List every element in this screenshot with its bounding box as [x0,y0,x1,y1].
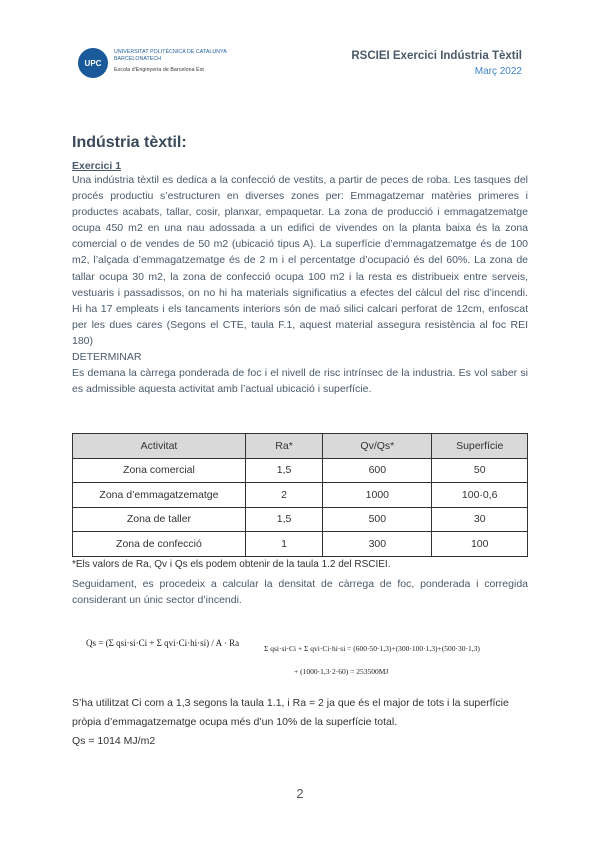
cell-surface: 100 [432,532,528,557]
formula-general [86,638,239,648]
logo-line-barcelonatech: BARCELONATECH [114,56,162,62]
cell-surface: 100·0,6 [432,483,528,508]
formula-substitution-line1: Σ qsi·si·Ci + Σ qvi·Ci·hi·si = (600·50·1,3)+(300·100·1,3)+(500·30·1,3) [264,644,480,653]
after-table-text [72,558,528,608]
formula-substitution [264,644,480,676]
table-row [73,458,528,483]
conclusion-text: S’ha utilitzat Ci com a 1,3 segons la taula 1.1, i Ra = 2 ja que és el major de tots i la superfície pròpia d’emmagatzematge ocupa més d’un 10% de la superfície total. [72,697,509,728]
cell-qv-qs: 600 [323,458,432,483]
cell-surface: 30 [432,507,528,532]
page-header [78,46,522,82]
col-qv-qs: Qv/Qs* [323,434,432,459]
conclusion [72,694,528,751]
col-superficie: Superfície [432,434,528,459]
formula-general-text: Qs = (Σ qsi·si·Ci + Σ qvi·Ci·hi·si) / A · Ra [86,638,240,648]
exercise-title: Exercici 1 [72,160,122,172]
cell-qv-qs: 300 [323,532,432,557]
determinar-label: DETERMINAR [72,351,142,364]
activity-table [72,433,528,557]
upc-logo: UPC [78,48,108,78]
cell-surface: 50 [432,458,528,483]
cell-activity: Zona de taller [73,507,246,532]
table-row [73,483,528,508]
page-heading: Indústria tèxtil: [72,134,187,151]
cell-ra: 1,5 [245,507,322,532]
col-activitat: Activitat [73,434,246,459]
table-row [73,532,528,557]
table-row [73,507,528,532]
cell-ra: 1,5 [245,458,322,483]
cell-qv-qs: 1000 [323,483,432,508]
col-ra: Ra* [245,434,322,459]
table-header-row [73,434,528,459]
cell-activity: Zona de confecció [73,532,246,557]
page-number: 2 [296,786,304,801]
formula-substitution-line2: + (1000·1,3·2·60) = 253500MJ [294,667,389,676]
exercise-statement: Una indústria tèxtil es dedica a la confecció de vestits, a partir de peces de roba. Les tasques del procés productiu s’estructuren en diverses zones per: Emmagatzemar matèries primeres i productes acabats, tallar, cosir, planxar, empaquetar. La zona de producció i emmagatzematge ocupa 450 m2 en una nau adossada a un edifici de vivendes on la planta baixa és la zona comercial o de vendes de 50 m2 (ubicació tipus A). La superfície d’emmagatzematge és de 100 m2, l’alçada d’emmagatzematge és de 2 m i el percentatge d’ocupació és del 60%. La zona de tallar ocupa 30 m2, la zona de confecció ocupa 100 m2 i la resta es distribueix entre serveis, vestuaris i passadissos, on no hi ha materials significatius a efectes del càlcul del risc d’incendi. Hi ha 17 empleats i els tancaments interiors són de maó silici calcari perforat de 12cm, enfoscat per les dues cares (Segons el CTE, taula F.1, aquest material assegura resistència al foc REI 180) [72,174,528,347]
fire-load-formula [72,638,528,688]
logo-line-university: UNIVERSITAT POLITÈCNICA DE CATALUNYA [114,49,227,55]
cell-ra: 1 [245,532,322,557]
cell-activity: Zona d’emmagatzematge [73,483,246,508]
main-content [72,134,528,397]
logo-line-school: Escola d'Enginyeria de Barcelona Est [114,67,204,73]
qs-result: Qs = 1014 MJ/m2 [72,735,156,747]
cell-qv-qs: 500 [323,507,432,532]
university-name [114,49,227,74]
document-date: Març 2022 [474,66,522,77]
question-text: Es demana la càrrega ponderada de foc i el nivell de risc intrínsec de la industria. Es vol saber si es admissible aquesta activitat amb l’actual ubicació i superfície. [72,367,528,396]
calculation-intro: Seguidament, es procedeix a calcular la densitat de càrrega de foc, ponderada i corregida considerant un únic sector d’incendi. [72,578,528,607]
cell-ra: 2 [245,483,322,508]
cell-activity: Zona comercial [73,458,246,483]
table-footnote: *Els valors de Ra, Qv i Qs els podem obtenir de la taula 1.2 del RSCIEI. [72,559,391,570]
document-title: RSCIEI Exercici Indústria Tèxtil [351,50,522,62]
